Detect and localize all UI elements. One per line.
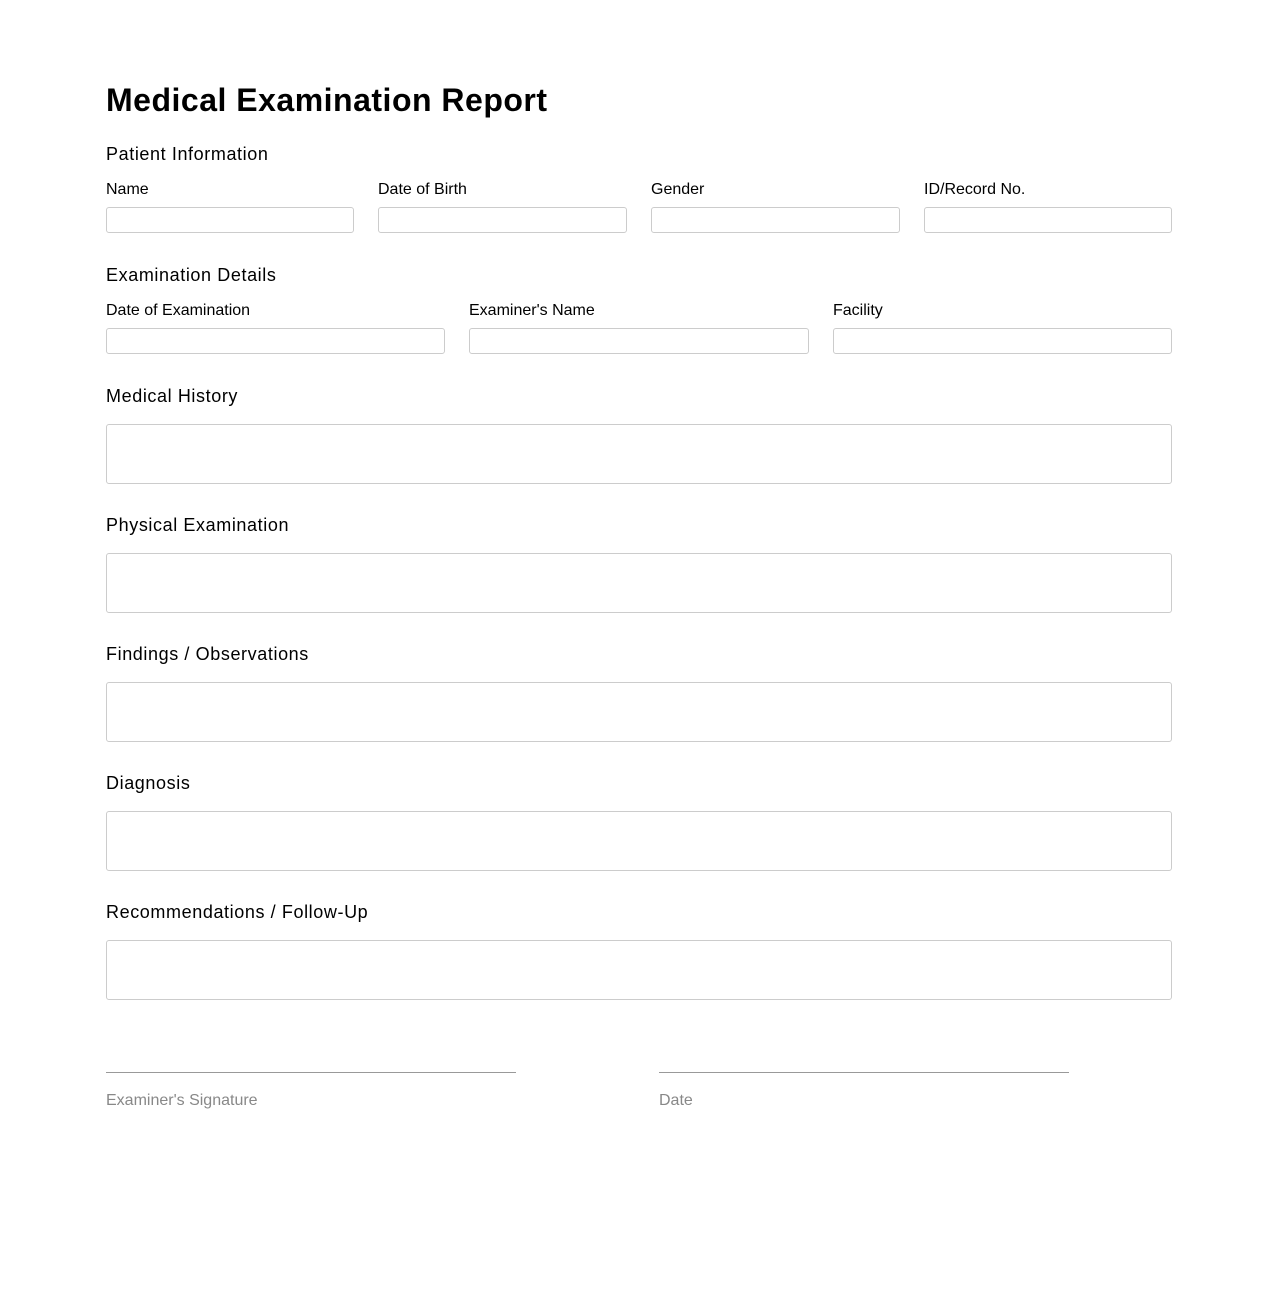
date-signature-label: Date [659,1092,693,1109]
record-no-field-group [924,181,1172,233]
examiner-name-field-group [469,302,809,354]
examination-details-heading: Examination Details [106,265,277,285]
exam-date-input[interactable] [106,328,445,354]
dob-input[interactable] [378,207,627,233]
exam-date-label: Date of Examination [106,302,251,319]
dob-field-group [378,181,627,233]
facility-field-group [833,302,1172,354]
diagnosis-textarea[interactable] [106,811,1172,871]
record-no-label: ID/Record No. [924,181,1026,198]
findings-textarea[interactable] [106,682,1172,742]
diagnosis-heading: Diagnosis [106,773,191,793]
name-input[interactable] [106,207,354,233]
examiner-signature-label: Examiner's Signature [106,1092,258,1109]
recommendations-textarea[interactable] [106,940,1172,1000]
facility-label: Facility [833,302,883,319]
gender-input[interactable] [651,207,900,233]
physical-examination-heading: Physical Examination [106,515,290,535]
dob-label: Date of Birth [378,181,467,198]
patient-information-heading: Patient Information [106,144,269,164]
findings-heading: Findings / Observations [106,644,309,664]
record-no-input[interactable] [924,207,1172,233]
gender-label: Gender [651,181,705,198]
page-title: Medical Examination Report [106,82,548,118]
examiner-signature-line[interactable] [106,1072,516,1073]
medical-history-heading: Medical History [106,386,239,406]
name-label: Name [106,181,149,198]
examiner-name-input[interactable] [469,328,809,354]
date-signature-line[interactable] [659,1072,1069,1073]
examiner-name-label: Examiner's Name [469,302,595,319]
physical-examination-textarea[interactable] [106,553,1172,613]
recommendations-heading: Recommendations / Follow-Up [106,902,369,922]
gender-field-group [651,181,900,233]
name-field-group [106,181,354,233]
facility-input[interactable] [833,328,1172,354]
medical-history-textarea[interactable] [106,424,1172,484]
exam-date-field-group [106,302,445,354]
